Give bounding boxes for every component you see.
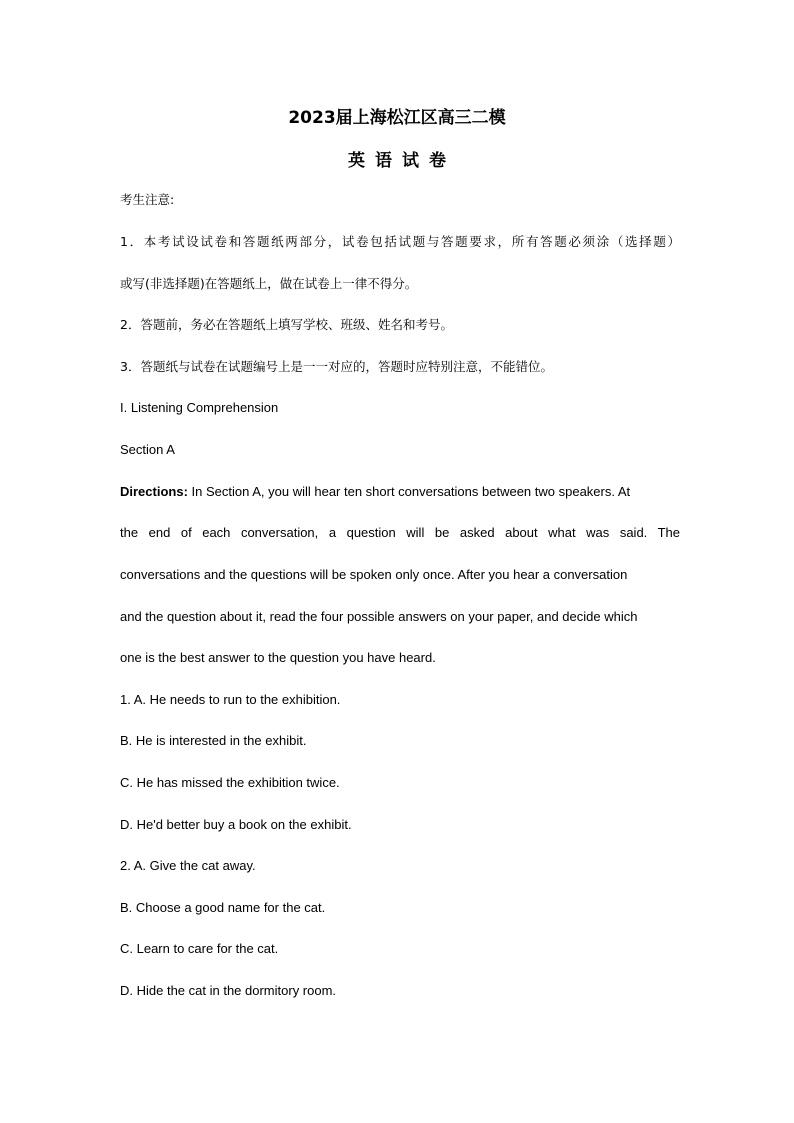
notice-item-1-line-1: 1．本考试设试卷和答题纸两部分，试卷包括试题与答题要求，所有答题必须涂（选择题） bbox=[120, 234, 680, 249]
directions-label: Directions: bbox=[120, 484, 188, 499]
notice-heading: 考生注意: bbox=[120, 192, 175, 207]
exam-title: 2023届上海松江区高三二模 bbox=[288, 108, 506, 128]
directions-line-5: one is the best answer to the question you have heard. bbox=[120, 650, 436, 665]
directions-line-1 bbox=[120, 483, 680, 501]
question-1-option-b: B. He is interested in the exhibit. bbox=[120, 733, 307, 748]
question-2-option-d: D. Hide the cat in the dormitory room. bbox=[120, 983, 337, 998]
directions-line-3: conversations and the questions will be spoken only once. After you hear a conversation bbox=[120, 567, 628, 582]
directions-text-1: In Section A, you will hear ten short conversations between two speakers. At bbox=[187, 484, 631, 499]
part-heading: I. Listening Comprehension bbox=[120, 400, 279, 415]
notice-item-1-line-2: 或写(非选择题)在答题纸上，做在试卷上一律不得分。 bbox=[120, 276, 418, 291]
exam-subtitle: 英语试卷 bbox=[348, 151, 456, 171]
question-1-option-c: C. He has missed the exhibition twice. bbox=[120, 775, 340, 790]
question-2-option-a: 2. A. Give the cat away. bbox=[120, 858, 256, 873]
directions-line-2: the end of each conversation, a question will be asked about what was said. The bbox=[120, 525, 680, 540]
notice-item-3: 3．答题纸与试卷在试题编号上是一一对应的，答题时应特别注意，不能错位。 bbox=[120, 359, 553, 374]
question-1-option-d: D. He'd better buy a book on the exhibit. bbox=[120, 817, 352, 832]
question-2-option-b: B. Choose a good name for the cat. bbox=[120, 900, 326, 915]
notice-item-2: 2．答题前，务必在答题纸上填写学校、班级、姓名和考号。 bbox=[120, 317, 453, 332]
section-heading: Section A bbox=[120, 442, 175, 457]
directions-line-4: and the question about it, read the four possible answers on your paper, and decide which bbox=[120, 609, 638, 624]
question-1-option-a: 1. A. He needs to run to the exhibition. bbox=[120, 692, 341, 707]
question-2-option-c: C. Learn to care for the cat. bbox=[120, 941, 279, 956]
